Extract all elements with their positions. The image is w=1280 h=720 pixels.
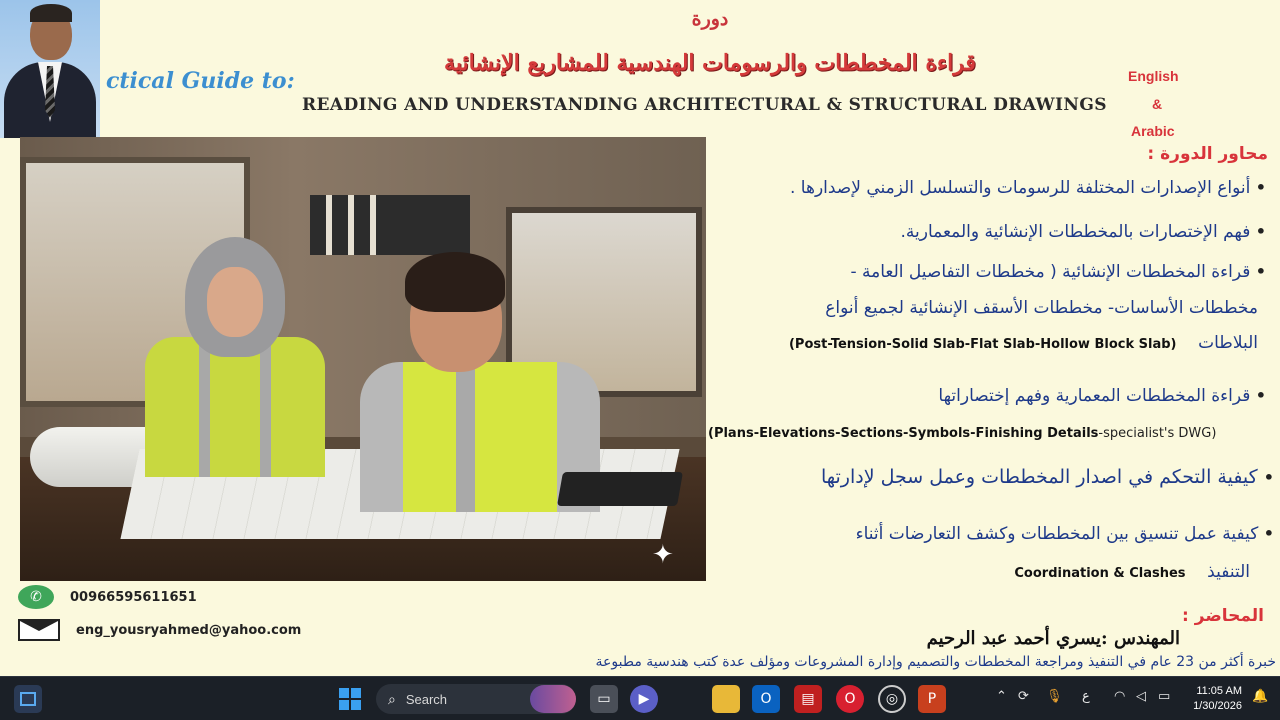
opera-icon[interactable]: O (836, 685, 864, 713)
list-item: • كيفية التحكم في اصدار المخططات وعمل سجل لإدارتها (820, 466, 1274, 488)
architectural-details-english: (Plans-Elevations-Sections-Symbols-Finishing Details-specialist's DWG) (708, 426, 1217, 441)
input-indicator[interactable]: ع (1082, 689, 1090, 704)
language-english: English (1128, 68, 1179, 84)
bullet-icon: • (1255, 222, 1266, 241)
pdf-icon[interactable]: ▤ (794, 685, 822, 713)
sparkle-icon: ✦ (652, 540, 674, 570)
system-clock[interactable] (1193, 684, 1242, 714)
sync-icon[interactable]: ⟳ (1018, 689, 1029, 704)
list-item: • قراءة المخططات المعمارية وفهم إختصاراتها (938, 386, 1266, 406)
email-contact (18, 619, 301, 641)
clock-date: 1/30/2026 (1193, 700, 1242, 712)
widgets-icon[interactable] (530, 685, 576, 713)
bullet-icon: • (1255, 386, 1266, 405)
folder-icon[interactable] (712, 685, 740, 713)
clock-time: 11:05 AM (1196, 685, 1242, 697)
list-item: • فهم الإختصارات بالمخططات الإنشائية والمعمارية. (900, 222, 1266, 242)
phone-contact (18, 585, 197, 609)
list-item-continued: البلاطات (Post-Tension-Solid Slab-Flat Slab-Hollow Block Slab) (788, 333, 1258, 353)
bullet-icon: • (1255, 262, 1266, 281)
file-explorer-window-icon[interactable]: ▭ (590, 685, 618, 713)
slide-title-english: READING AND UNDERSTANDING ARCHITECTURAL & STRUCTURAL DRAWINGS (302, 95, 1107, 115)
list-item: • أنواع الإصدارات المختلفة للرسومات والتسلسل الزمني لإصدارها . (790, 178, 1266, 198)
presenter-avatar (0, 0, 100, 138)
slide-title-arabic: قراءة المخططات والرسومات الهندسية للمشاريع الإنشائية (444, 50, 976, 76)
list-item: • قراءة المخططات الإنشائية ( مخططات التفاصيل العامة - (850, 262, 1266, 282)
windows-taskbar (0, 676, 1280, 720)
outlook-icon[interactable]: O (752, 685, 780, 713)
chevron-up-icon[interactable]: ⌃ (996, 689, 1007, 704)
engineers-photo (20, 137, 706, 581)
microphone-icon[interactable]: 🎙 (1046, 689, 1063, 704)
bullet-icon: • (1263, 468, 1274, 487)
email-address: eng_yousryahmed@yahoo.com (76, 622, 302, 638)
powerpoint-icon[interactable]: P (918, 685, 946, 713)
list-item-continued: التنفيذ Coordination & Clashes (1014, 562, 1250, 582)
lecturer-bio: خبرة أكثر من 23 عام في التنفيذ ومراجعة المخططات والتصميم وإدارة المشروعات ومؤلف عدة كتب هندسية مطبوعة (595, 654, 1276, 670)
mail-icon (18, 619, 60, 641)
language-arabic: Arabic (1131, 123, 1175, 139)
volume-icon[interactable]: ◁ (1136, 689, 1146, 704)
search-label: Search (405, 691, 448, 707)
list-item: • كيفية عمل تنسيق بين المخططات وكشف التعارضات أثناء (855, 524, 1274, 544)
lecturer-heading: المحاضر : (1182, 606, 1264, 626)
slide-title-course: دورة (691, 8, 729, 30)
course-axes-heading: محاور الدورة : (1147, 144, 1268, 164)
whatsapp-icon: ✆ (18, 585, 54, 609)
bullet-icon: • (1263, 524, 1274, 543)
chrome-icon[interactable]: ◎ (878, 685, 906, 713)
start-button[interactable] (336, 685, 364, 713)
list-item-continued: مخططات الأساسات- مخططات الأسقف الإنشائية لجميع أنواع (825, 298, 1258, 318)
phone-number: 00966595611651 (70, 589, 197, 605)
slab-types-english: (Post-Tension-Solid Slab-Flat Slab-Hollow Block Slab) (788, 337, 1177, 352)
task-view-icon[interactable] (14, 685, 42, 713)
meet-icon[interactable]: ▶ (630, 685, 658, 713)
bullet-icon: • (1255, 178, 1266, 197)
battery-icon[interactable]: ▭ (1158, 689, 1171, 704)
notifications-icon[interactable]: 🔔 (1252, 689, 1269, 704)
lecturer-name: المهندس :يسري أحمد عبد الرحيم (926, 628, 1180, 649)
wifi-icon[interactable]: ◠ (1114, 689, 1126, 704)
search-icon: ⌕ (388, 690, 396, 707)
coordination-english: Coordination & Clashes (1014, 566, 1186, 581)
windows-logo-icon (339, 688, 361, 710)
guide-prefix: ctical Guide to: (106, 68, 295, 94)
language-amp: & (1152, 96, 1163, 112)
